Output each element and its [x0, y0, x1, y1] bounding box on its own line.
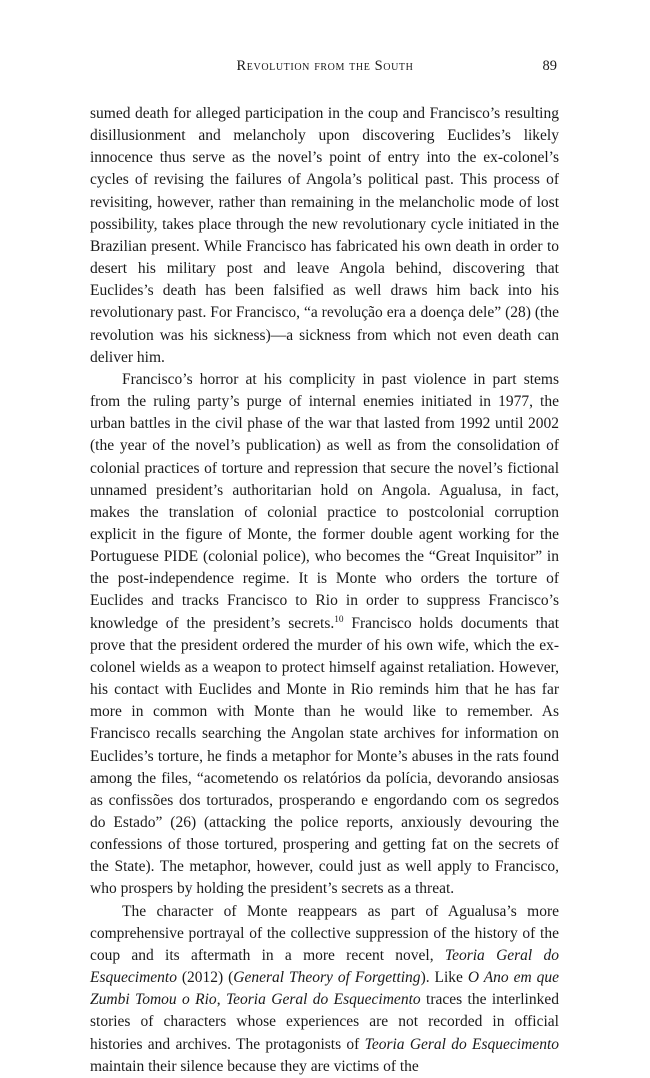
body-text [90, 103, 559, 1078]
running-head-title: Revolution from the South [236, 58, 414, 74]
italic-title: General Theory of Forgetting [233, 969, 421, 987]
body-paragraph [90, 103, 559, 369]
footnote-ref: 10 [334, 614, 344, 625]
text-run: Francisco’s horror at his complicity in past violence in part stems from the ruling party’s purge of internal enemies initiated in 1977, the urban battles in the civil phase of the war that lasted from 1992 until 2002 (the year of the novel’s publication) as well as from the consolidation of colonial practices of torture and repression that secure the novel’s fictional unnamed president’s authoritarian hold on Angola. Agualusa, in fact, makes the translation of colonial practice to postcolonial corruption explicit in the figure of Monte, the former double agent working for the Portuguese PIDE (colonial police), who becomes the “Great Inquisitor” in the post-independence regime. It is Monte who orders the torture of Euclides and tracks Francisco to Rio in order to suppress Francisco’s knowledge of the president’s secrets. [90, 370, 559, 632]
text-run: (2012) ( [176, 969, 234, 987]
text-run: The character of Monte reappears as part of Agualusa’s more comprehensive portrayal of the collective suppression of the history of the coup and its aftermath in a more recent novel, [90, 902, 559, 964]
italic-title: Teoria Geral do Esquecimento [90, 946, 559, 987]
text-run: Francisco holds documents that prove that the president ordered the murder of his own wife, which the ex-colonel wields as a weapon to protect himself against retaliation. However, his contact with Euclides and Monte in Rio reminds him that he has far more in common with Monte than he would like to remember. As Francisco recalls searching the Angolan state archives for information on Euclides’s torture, he finds a metaphor for Monte’s abuses in the rats found among the files, “acometendo os relatórios da polícia, devorando ansiosas as confissões dos torturados, prosperando e engordando com os segredos do Estado” (26) (attacking the police reports, anxiously devouring the confessions of those tortured, prospering and getting fat on the secrets of the State). The metaphor, however, could just as well apply to Francisco, who prospers by holding the president’s secrets as a threat. [90, 614, 560, 898]
text-run: maintain their silence because they are victims of the [90, 1057, 419, 1075]
text-run: ). Like [420, 969, 468, 987]
italic-title: Teoria Geral do Esquecimento [225, 991, 421, 1009]
text-run: traces the interlinked stories of characters whose experiences are not recorded in official histories and archives. The protagonists of [90, 991, 559, 1053]
running-head [0, 58, 650, 78]
text-run: sumed death for alleged participation in the coup and Francisco’s resulting disillusionment and melancholy upon discovering Euclides’s likely innocence thus serve as the novel’s point of entry into the ex-colonel’s cycles of revising the failures of Angola’s political past. This process of revisiting, however, rather than remaining in the melancholic mode of lost possibility, takes place through the new revolutionary cycle initiated in the Brazilian present. While Francisco has fabricated his own death in order to desert his military post and leave Angola behind, discovering that Euclides’s death has been falsified as well draws him back into his revolutionary past. For Francisco, “a revolução era a doença dele” (28) (the revolution was his sickness)—a sickness from which not even death can deliver him. [90, 105, 559, 366]
italic-title: Teoria Geral do Esquecimento [364, 1035, 559, 1053]
italic-title: O Ano em que Zumbi Tomou o Rio [90, 969, 559, 1009]
text-run: , [216, 991, 226, 1009]
page-number: 89 [542, 58, 557, 74]
body-paragraph [90, 901, 559, 1078]
body-paragraph [90, 369, 559, 901]
